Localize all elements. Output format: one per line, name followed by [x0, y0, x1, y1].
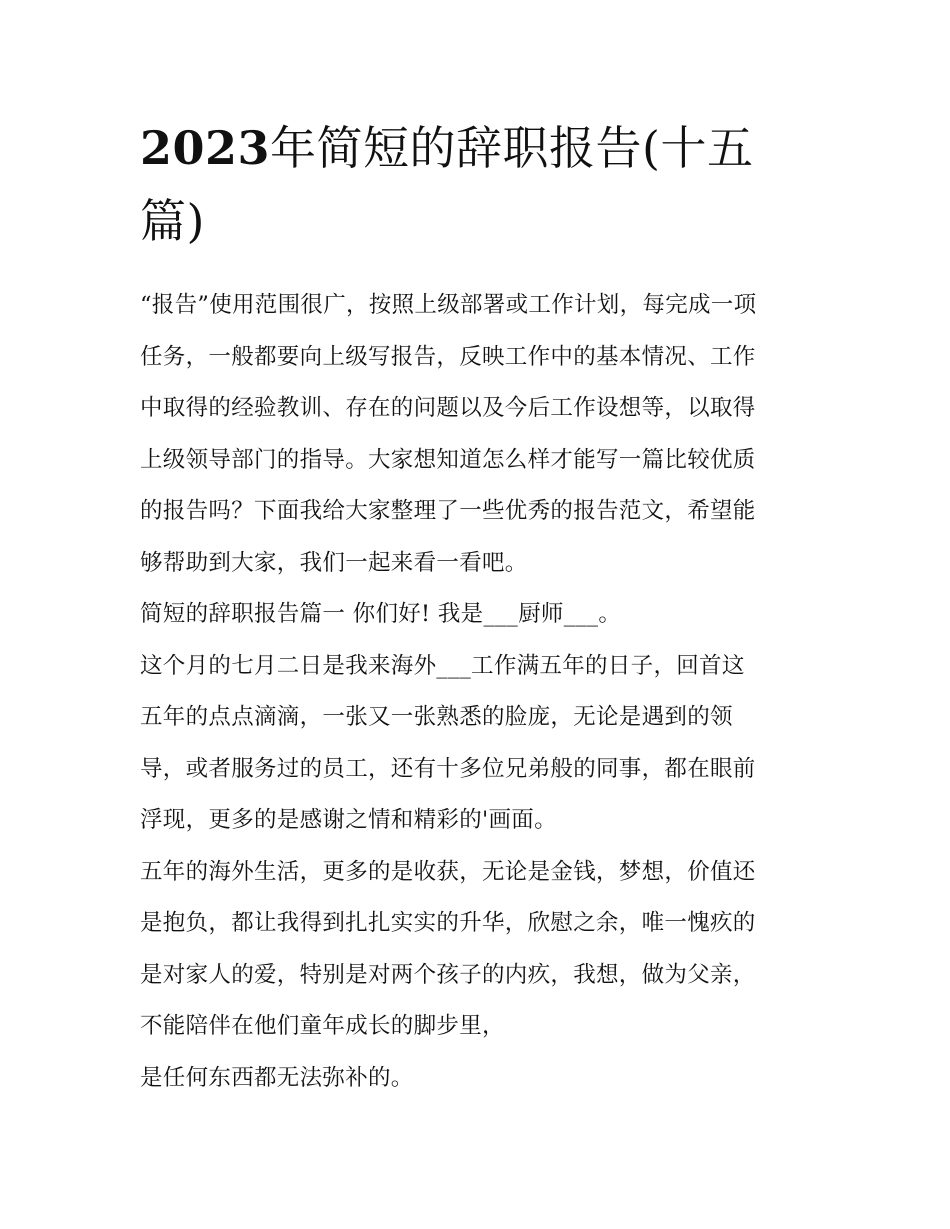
body-line: 的报告吗？下面我给大家整理了一些优秀的报告范文，希望能: [140, 498, 756, 524]
body-line: 不能陪伴在他们童年成长的脚步里，: [140, 1013, 505, 1039]
title-text-line1: 年简短的辞职报告(十五: [270, 121, 754, 175]
body-line: 五年的点点滴滴，一张又一张熟悉的脸庞，无论是遇到的领: [140, 704, 733, 730]
body-line: 是对家人的爱，特别是对两个孩子的内疚，我想，做为父亲，: [140, 961, 756, 988]
body-line: 简短的辞职报告篇一 你们好! 我是___厨师___。: [140, 601, 622, 627]
body-line: 这个月的七月二日是我来海外___工作满五年的日子，回首这: [140, 652, 745, 679]
body-line: 是抱负，都让我得到扎扎实实的升华，欣慰之余，唯一愧疚的: [140, 910, 756, 936]
body-line: 中取得的经验教训、存在的问题以及今后工作设想等，以取得: [140, 395, 756, 421]
body-line: 任务，一般都要向上级写报告，反映工作中的基本情况、工作: [140, 343, 756, 370]
body-line: 五年的海外生活，更多的是收获，无论是金钱，梦想，价值还: [140, 858, 756, 885]
body-line: “报告”使用范围很广，按照上级部署或工作计划，每完成一项: [140, 292, 757, 318]
body-line: 导，或者服务过的员工，还有十多位兄弟般的同事，都在眼前: [140, 755, 756, 782]
title-text-line2: 篇): [140, 194, 205, 248]
title-year: 2023: [140, 121, 271, 175]
document-body: [140, 280, 816, 1104]
body-line: 上级领导部门的指导。大家想知道怎么样才能写一篇比较优质: [140, 446, 756, 473]
body-line: 是任何东西都无法弥补的。: [140, 1064, 414, 1091]
document-title: [140, 112, 820, 258]
body-line: 够帮助到大家，我们一起来看一看吧。: [140, 549, 528, 576]
body-line: 浮现，更多的是感谢之情和精彩的'画面。: [140, 807, 557, 833]
